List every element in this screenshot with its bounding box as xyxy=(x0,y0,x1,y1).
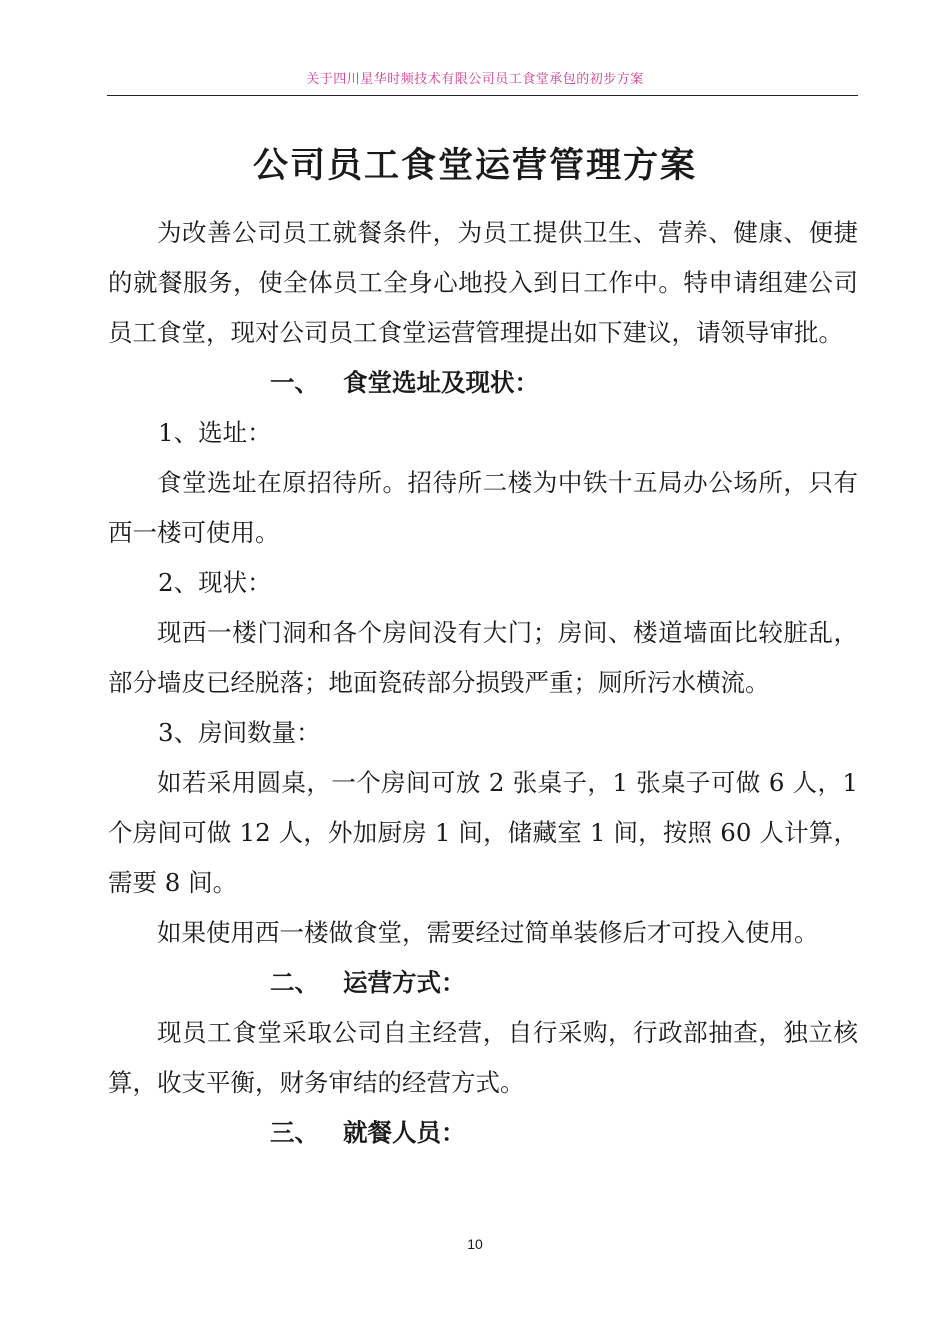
section-title: 运营方式： xyxy=(343,968,466,997)
paragraph-rooms: 如若采用圆桌，一个房间可放 2 张桌子，1 张桌子可做 6 人，1 个房间可做 12 人，外加厨房 1 间，储藏室 1 间，按照 60 人计算，需要 8 间。 xyxy=(108,768,858,897)
paragraph-site: 食堂选址在原招待所。招待所二楼为中铁十五局办公场所，只有西一楼可使用。 xyxy=(108,468,858,547)
page-number: 10 xyxy=(467,1236,483,1252)
document-body xyxy=(108,208,858,1158)
section-heading-3 xyxy=(108,1108,858,1158)
paragraph-status: 现西一楼门洞和各个房间没有大门；房间、楼道墙面比较脏乱，部分墙皮已经脱落；地面瓷砖部分损毁严重；厕所污水横流。 xyxy=(108,618,858,697)
subsection-label-rooms: 3、房间数量： xyxy=(158,718,321,747)
subsection-label-site: 1、选址： xyxy=(158,418,272,447)
section-number: 一、 xyxy=(270,368,319,397)
paragraph-renovation: 如果使用西一楼做食堂，需要经过简单装修后才可投入使用。 xyxy=(157,918,819,947)
section-number: 三、 xyxy=(270,1118,319,1147)
section-number: 二、 xyxy=(270,968,319,997)
section-heading-2 xyxy=(108,958,858,1008)
intro-paragraph: 为改善公司员工就餐条件，为员工提供卫生、营养、健康、便捷的就餐服务，使全体员工全身心地投入到日工作中。特申请组建公司员工食堂，现对公司员工食堂运营管理提出如下建议，请领导审批。 xyxy=(108,218,858,347)
paragraph-operation: 现员工食堂采取公司自主经营，自行采购，行政部抽查，独立核算，收支平衡，财务审结的经营方式。 xyxy=(108,1018,858,1097)
running-header: 关于四川星华时频技术有限公司员工食堂承包的初步方案 xyxy=(306,72,644,87)
section-title: 食堂选址及现状： xyxy=(343,368,539,397)
subsection-label-status: 2、现状： xyxy=(158,568,272,597)
document-title: 公司员工食堂运营管理方案 xyxy=(252,146,697,186)
section-title: 就餐人员： xyxy=(343,1118,466,1147)
header-divider xyxy=(107,95,858,96)
section-heading-1 xyxy=(108,358,858,408)
